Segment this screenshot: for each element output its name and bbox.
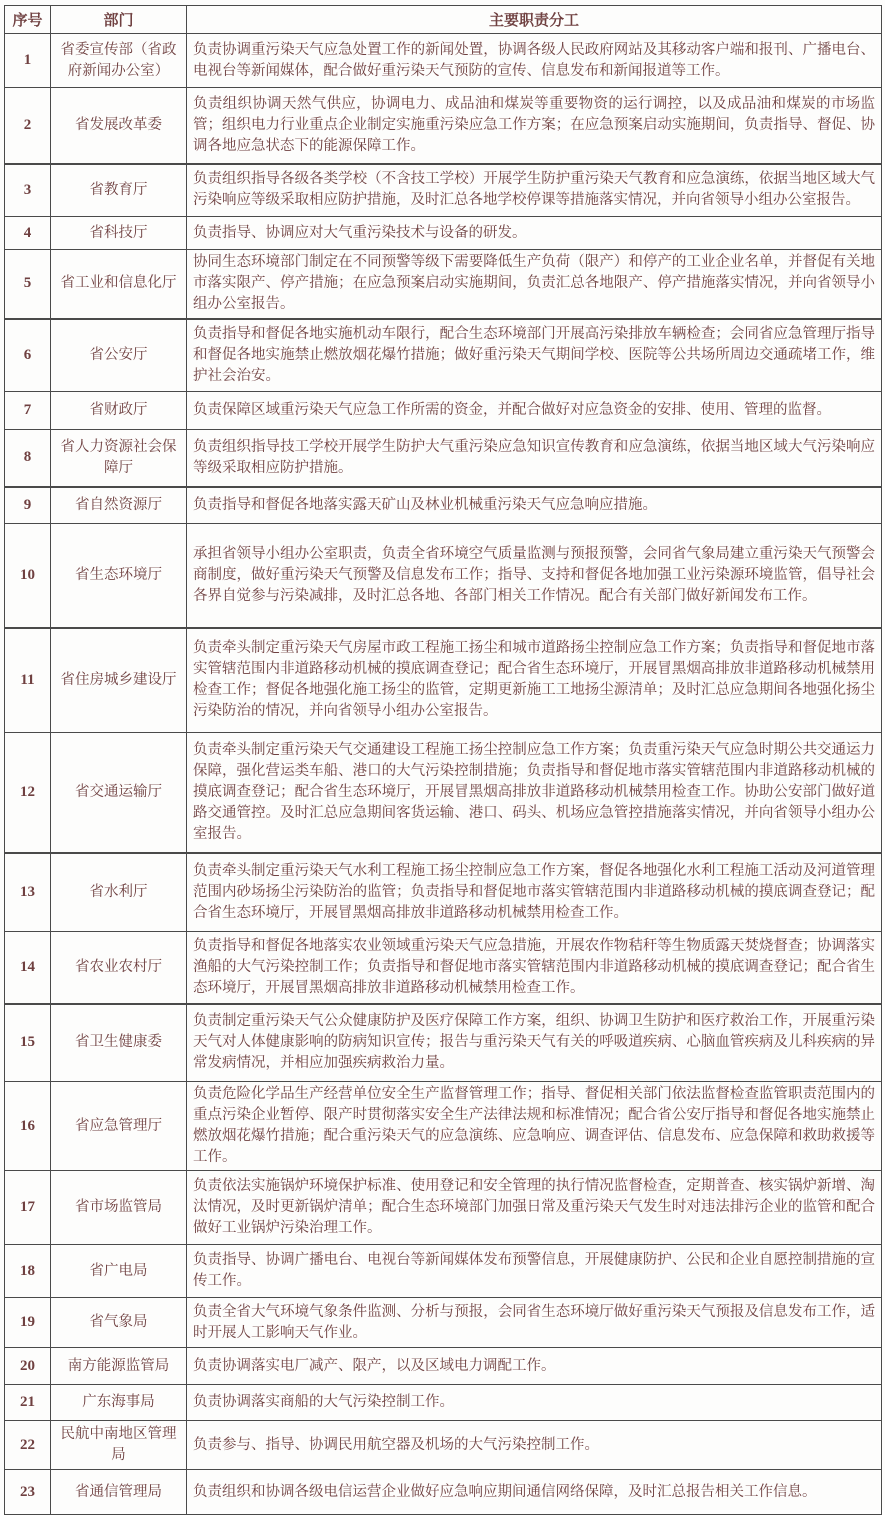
cell-duty: 负责牵头制定重污染天气交通建设工程施工扬尘控制应急工作方案；负责重污染天气应急时期公共交通运力保障，强化营运类车船、港口的大气污染控制措施；负责指导和督促地市落实管辖范围内非道路移动机械的摸底调查登记；配合省生态环境厅，开展冒黑烟高排放非道路移动机械禁用检查工作。协助公安部门做好道路交通管控。及时汇总应急期间客货运输、港口、码头、机场应急管控措施落实情况，并向省领导小组办公室报告。 <box>187 733 882 853</box>
table-row <box>5 1348 882 1385</box>
cell-serial-number: 9 <box>5 487 51 524</box>
table-row <box>5 853 882 932</box>
header-cell-dept: 部门 <box>51 6 187 34</box>
cell-duty: 负责协调重污染天气应急处置工作的新闻处置，协调各级人民政府网站及其移动客户端和报刊、广播电台、电视台等新闻媒体，配合做好重污染天气预防的宣传、信息发布和新闻报道等工作。 <box>187 34 882 88</box>
cell-department: 民航中南地区管理局 <box>51 1421 187 1470</box>
cell-serial-number: 17 <box>5 1171 51 1245</box>
cell-department: 省气象局 <box>51 1298 187 1348</box>
cell-serial-number: 22 <box>5 1421 51 1470</box>
cell-department: 南方能源监管局 <box>51 1348 187 1385</box>
table-row <box>5 1171 882 1245</box>
cell-serial-number: 2 <box>5 88 51 164</box>
cell-duty: 负责指导、协调应对大气重污染技术与设备的研发。 <box>187 217 882 250</box>
table-row <box>5 1385 882 1421</box>
cell-department: 省农业农村厅 <box>51 932 187 1004</box>
table-row <box>5 164 882 217</box>
cell-department: 省广电局 <box>51 1245 187 1298</box>
cell-serial-number: 6 <box>5 319 51 392</box>
table-row <box>5 628 882 733</box>
table-row <box>5 1245 882 1298</box>
cell-duty: 负责协调落实商船的大气污染控制工作。 <box>187 1385 882 1421</box>
header-cell-duty: 主要职责分工 <box>187 6 882 34</box>
table-row <box>5 524 882 628</box>
cell-duty: 负责指导和督促各地落实农业领域重污染天气应急措施，开展农作物秸秆等生物质露天焚烧督查；协调落实渔船的大气污染控制工作；负责指导和督促地市落实管辖范围内非道路移动机械的摸底调查登记；配合省生态环境厅，开展冒黑烟高排放非道路移动机械禁用检查工作。 <box>187 932 882 1004</box>
table-row <box>5 250 882 319</box>
cell-department: 省委宣传部（省政府新闻办公室） <box>51 34 187 88</box>
cell-serial-number: 4 <box>5 217 51 250</box>
cell-duty: 负责组织协调天然气供应，协调电力、成品油和煤炭等重要物资的运行调控，以及成品油和煤炭的市场监管；组织电力行业重点企业制定实施重污染应急工作方案；在应急预案启动实施期间，负责指导、督促、协调各地应急状态下的能源保障工作。 <box>187 88 882 164</box>
cell-serial-number: 5 <box>5 250 51 319</box>
cell-duty: 承担省领导小组办公室职责，负责全省环境空气质量监测与预报预警，会同省气象局建立重污染天气预警会商制度，做好重污染天气预警及信息发布工作；指导、支持和督促各地加强工业污染源环境监管，倡导社会各界自觉参与污染减排，及时汇总各地、各部门相关工作情况。配合有关部门做好新闻发布工作。 <box>187 524 882 628</box>
cell-department: 省财政厅 <box>51 392 187 430</box>
table-row <box>5 1421 882 1470</box>
cell-duty: 负责危险化学品生产经营单位安全生产监督管理工作；指导、督促相关部门依法监督检查监管职责范围内的重点污染企业暂停、限产时贯彻落实安全生产法律法规和标准情况；配合省公安厅指导和督促各地实施禁止燃放烟花爆竹措施；配合重污染天气的应急演练、应急响应、调查评估、信息发布、应急保障和救助救援等工作。 <box>187 1082 882 1171</box>
cell-serial-number: 13 <box>5 853 51 932</box>
cell-department: 省生态环境厅 <box>51 524 187 628</box>
responsibilities-table <box>4 5 882 1515</box>
cell-duty: 负责牵头制定重污染天气房屋市政工程施工扬尘和城市道路扬尘控制应急工作方案；负责指导和督促地市落实管辖范围内非道路移动机械的摸底调查登记；配合省生态环境厅，开展冒黑烟高排放非道路移动机械禁用检查工作；督促各地强化施工扬尘的监管，定期更新施工工地扬尘源清单；及时汇总应急期间各地强化扬尘污染防治的情况，并向省领导小组办公室报告。 <box>187 628 882 733</box>
cell-duty: 负责保障区域重污染天气应急工作所需的资金，并配合做好对应急资金的安排、使用、管理的监督。 <box>187 392 882 430</box>
cell-serial-number: 10 <box>5 524 51 628</box>
cell-department: 省住房城乡建设厅 <box>51 628 187 733</box>
table-body <box>5 34 882 1515</box>
cell-department: 省发展改革委 <box>51 88 187 164</box>
cell-duty: 负责组织指导技工学校开展学生防护大气重污染应急知识宣传教育和应急演练，依据当地区域大气污染响应等级采取相应防护措施。 <box>187 430 882 487</box>
cell-duty: 负责参与、指导、协调民用航空器及机场的大气污染控制工作。 <box>187 1421 882 1470</box>
cell-serial-number: 1 <box>5 34 51 88</box>
cell-serial-number: 23 <box>5 1470 51 1515</box>
cell-department: 广东海事局 <box>51 1385 187 1421</box>
cell-duty: 负责指导和督促各地实施机动车限行，配合生态环境部门开展高污染排放车辆检查；会同省应急管理厅指导和督促各地实施禁止燃放烟花爆竹措施；做好重污染天气期间学校、医院等公共场所周边交通疏堵工作，维护社会治安。 <box>187 319 882 392</box>
table-row <box>5 319 882 392</box>
cell-serial-number: 7 <box>5 392 51 430</box>
cell-serial-number: 19 <box>5 1298 51 1348</box>
table-row <box>5 733 882 853</box>
table-row <box>5 88 882 164</box>
cell-serial-number: 14 <box>5 932 51 1004</box>
cell-serial-number: 8 <box>5 430 51 487</box>
cell-department: 省公安厅 <box>51 319 187 392</box>
cell-duty: 负责组织和协调各级电信运营企业做好应急响应期间通信网络保障，及时汇总报告相关工作信息。 <box>187 1470 882 1515</box>
cell-department: 省水利厅 <box>51 853 187 932</box>
cell-duty: 负责全省大气环境气象条件监测、分析与预报，会同省生态环境厅做好重污染天气预报及信息发布工作，适时开展人工影响天气作业。 <box>187 1298 882 1348</box>
cell-department: 省工业和信息化厅 <box>51 250 187 319</box>
cell-duty: 协同生态环境部门制定在不同预警等级下需要降低生产负荷（限产）和停产的工业企业名单，并督促有关地市落实限产、停产措施；在应急预案启动实施期间，负责汇总各地限产、停产措施落实情况，并向省领导小组办公室报告。 <box>187 250 882 319</box>
cell-serial-number: 20 <box>5 1348 51 1385</box>
cell-department: 省应急管理厅 <box>51 1082 187 1171</box>
cell-department: 省人力资源社会保障厅 <box>51 430 187 487</box>
table-row <box>5 1004 882 1082</box>
cell-duty: 负责协调落实电厂减产、限产，以及区域电力调配工作。 <box>187 1348 882 1385</box>
table-row <box>5 932 882 1004</box>
header-cell-no: 序号 <box>5 6 51 34</box>
cell-duty: 负责依法实施锅炉环境保护标准、使用登记和安全管理的执行情况监督检查，定期普查、核实锅炉新增、淘汰情况，及时更新锅炉清单；配合生态环境部门加强日常及重污染天气发生时对违法排污企业的监管和配合做好工业锅炉污染治理工作。 <box>187 1171 882 1245</box>
table-row <box>5 1298 882 1348</box>
table-row <box>5 487 882 524</box>
table-row <box>5 1082 882 1171</box>
table-row <box>5 1470 882 1515</box>
cell-department: 省通信管理局 <box>51 1470 187 1515</box>
cell-serial-number: 18 <box>5 1245 51 1298</box>
table-row <box>5 34 882 88</box>
cell-serial-number: 12 <box>5 733 51 853</box>
cell-duty: 负责组织指导各级各类学校（不含技工学校）开展学生防护重污染天气教育和应急演练，依据当地区域大气污染响应等级采取相应防护措施，及时汇总各地学校停课等措施落实情况，并向省领导小组办公室报告。 <box>187 164 882 217</box>
cell-serial-number: 16 <box>5 1082 51 1171</box>
cell-duty: 负责指导和督促各地落实露天矿山及林业机械重污染天气应急响应措施。 <box>187 487 882 524</box>
cell-serial-number: 3 <box>5 164 51 217</box>
cell-department: 省科技厅 <box>51 217 187 250</box>
table-row <box>5 392 882 430</box>
cell-department: 省教育厅 <box>51 164 187 217</box>
cell-serial-number: 15 <box>5 1004 51 1082</box>
header-row <box>5 6 882 34</box>
table-row <box>5 430 882 487</box>
cell-department: 省市场监管局 <box>51 1171 187 1245</box>
cell-department: 省卫生健康委 <box>51 1004 187 1082</box>
cell-duty: 负责牵头制定重污染天气水利工程施工扬尘控制应急工作方案，督促各地强化水利工程施工活动及河道管理范围内砂场扬尘污染防治的监管；负责指导和督促地市落实管辖范围内非道路移动机械的摸底调查登记；配合省生态环境厅，开展冒黑烟高排放非道路移动机械禁用检查工作。 <box>187 853 882 932</box>
cell-duty: 负责指导、协调广播电台、电视台等新闻媒体发布预警信息，开展健康防护、公民和企业自愿控制措施的宣传工作。 <box>187 1245 882 1298</box>
cell-serial-number: 11 <box>5 628 51 733</box>
cell-department: 省交通运输厅 <box>51 733 187 853</box>
table-row <box>5 217 882 250</box>
cell-serial-number: 21 <box>5 1385 51 1421</box>
cell-duty: 负责制定重污染天气公众健康防护及医疗保障工作方案，组织、协调卫生防护和医疗救治工作，开展重污染天气对人体健康影响的防病知识宣传；报告与重污染天气有关的呼吸道疾病、心脑血管疾病及儿科疾病的异常发病情况，并相应加强疾病救治力量。 <box>187 1004 882 1082</box>
cell-department: 省自然资源厅 <box>51 487 187 524</box>
